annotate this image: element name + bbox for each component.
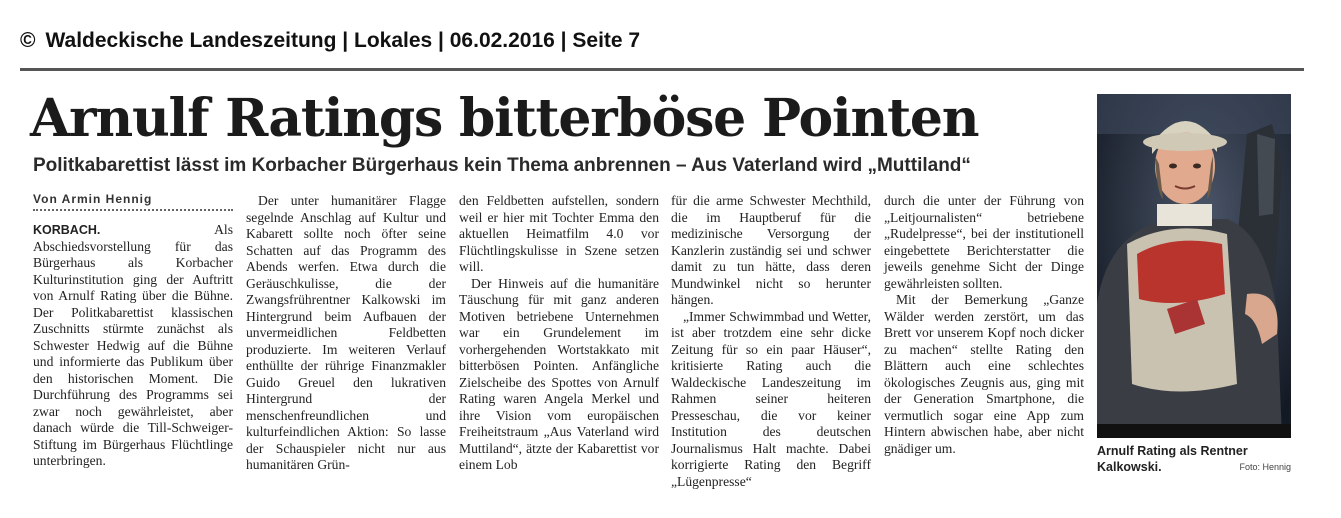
article-headline: Arnulf Ratings bitterböse Pointen — [30, 88, 979, 149]
paragraph: Der unter humanitärer Flagge segelnde Anschlag auf Kultur und Kabarett sollte noch öfter seine Schatten auf das Programm des Abends werfen. Etwa durch die Geräuschkulisse, die der Zwangsfrührentner Kalkowski im Hintergrund beim Aufbauen der unvermeidlichen Feldbetten produzierte. Im weiteren Verlauf enthüllte der rührige Finanzmakler Guido Greuel den lukrativen Hintergrund der menschenfreundlichen und kulturfeindlichen Aktion: So lasse der Schauspieler nicht nur aus humanitären Grün- — [246, 193, 446, 472]
header-rule — [20, 68, 1304, 71]
article-subheadline: Politkabarettist lässt im Korbacher Bürgerhaus kein Thema anbrennen – Aus Vaterland wird „Muttiland“ — [33, 155, 971, 176]
paragraph: Der Hinweis auf die humanitäre Täuschung für mit ganz anderen Motiven betriebene Unternehmen war ein Grundelement im vorhergehenden Wortstakkato mit bitterbösen Pointen. Anfängliche Zielscheibe des Spottes von Arnulf Rating waren Angela Merkel und ihre Vision vom europäischen Freiheitstraum „Aus Vaterland wird Muttiland“, ätzte der Kabarettist vor einem Lob — [459, 275, 659, 472]
copyright-symbol: © — [20, 29, 36, 52]
paragraph: KORBACH. Als Abschiedsvorstellung für das Bürgerhaus als Korbacher Kulturinstitution ging der Auftritt von Arnulf Rating über die Bühne. Der Politkabarettist klassischen Zuschnitts stürmte zunächst als Schwester Hedwig auf die Bühne und informierte das Publikum über den historischen Moment. Die Durchführung des Programms sei zwar noch gewährleistet, aber danach würde die Till-Schweiger-Stiftung im Bürgerhaus Flüchtlinge unterbringen. — [33, 222, 233, 468]
paragraph: Mit der Bemerkung „Ganze Wälder werden zerstört, um das Brett vor unserem Kopf noch dicker zu machen“ stellte Rating den Blättern auch eine schlechtes ökologisches Zeugnis aus, ging mit der Generation Smartphone, die vermutlich sogar eine App zum Hintern abwischen habe, aber nicht gnädiger um. — [884, 292, 1084, 456]
article-column-4 — [671, 193, 871, 490]
performer-illustration — [1097, 94, 1291, 438]
article-column-1 — [33, 222, 233, 470]
dateline: KORBACH. — [33, 223, 101, 237]
paragraph: für die arme Schwester Mechthild, die im Hauptberuf für die medizinische Versorgung der Kanzlerin zuständig sei und schwer damit zu tun hätte, dass deren Mundwinkel nicht so herunter hängen. — [671, 193, 871, 307]
byline: Von Armin Hennig — [33, 192, 233, 211]
article-column-5 — [884, 193, 1084, 457]
source-text: Waldeckische Landeszeitung | Lokales | 06.02.2016 | Seite 7 — [45, 29, 641, 52]
photo-caption: Arnulf Rating als Rentner Kalkowski. — [1097, 444, 1248, 474]
paragraph: den Feldbetten aufstellen, sondern weil er hier mit Tochter Emma den aktuellen Heimatfilm 4.0 vor Flüchtlingskulisse in Szene setzen will. — [459, 193, 659, 274]
source-line — [20, 29, 1310, 53]
paragraph: durch die unter der Führung von „Leitjournalisten“ betriebene „Rudelpresse“, bei der institutionell eingebettete Berichterstatter die jeweils genehme Sicht der Dinge gewährleisten sollten. — [884, 193, 1084, 291]
article-photo — [1097, 94, 1291, 438]
article-column-3 — [459, 193, 659, 474]
paragraph: „Immer Schwimmbad und Wetter, ist aber trotzdem eine sehr dicke Zeitung für so ein paar Häuser“, kritisierte Rating auch die Waldeckische Landeszeitung im Rahmen seiner heiteren Presseschau, die vor keiner Institution des deutschen Journalismus Halt machte. Dabei korrigierte Rating den Begriff „Lügenpresse“ — [671, 308, 871, 489]
article-column-2 — [246, 193, 446, 474]
photo-credit: Foto: Hennig — [1239, 462, 1291, 472]
